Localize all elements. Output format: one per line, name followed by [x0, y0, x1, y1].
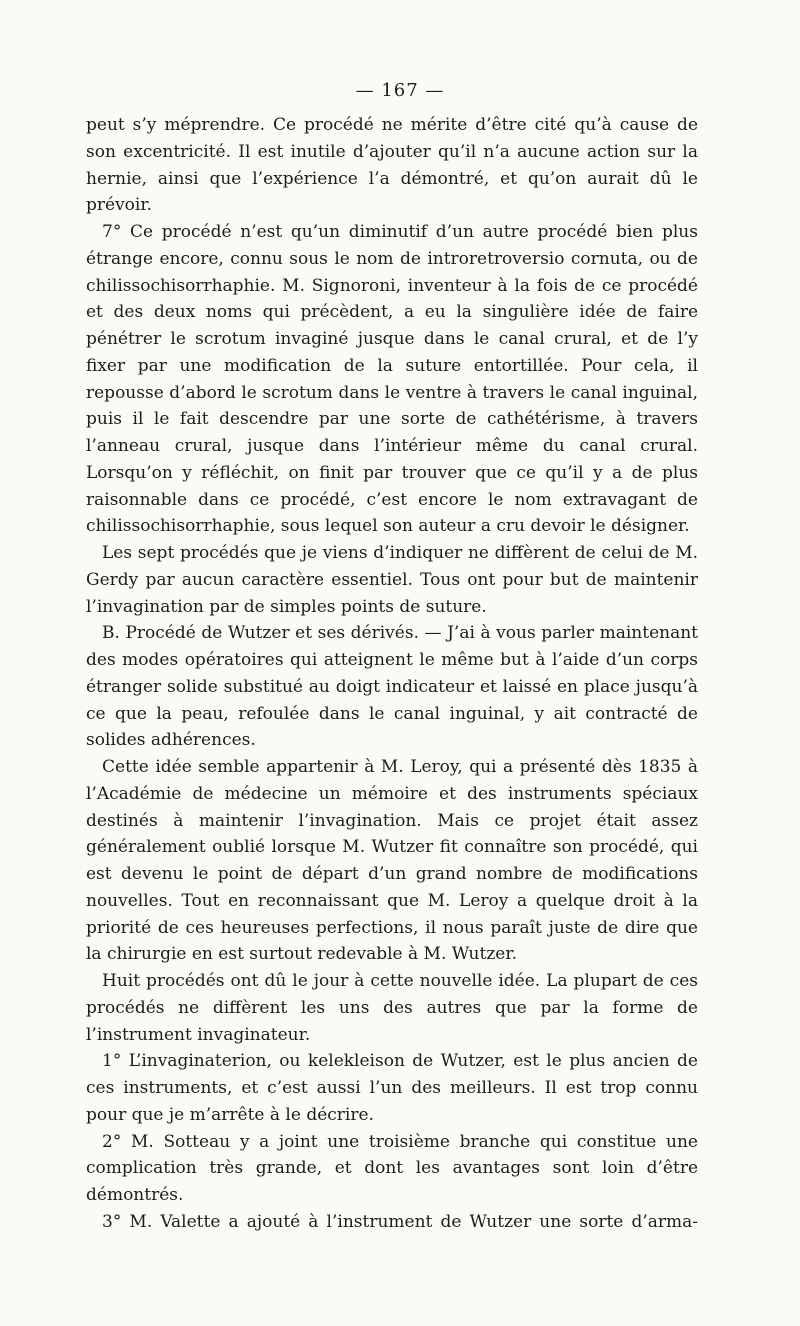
paragraph-continuation: peut s’y méprendre. Ce procédé ne mérite d’être cité qu’à cause de son excentricité. Il est inutile d’ajouter qu’il n’a aucune action sur la hernie, ainsi que l’expérience l’a démontré, et qu’on aurait dû le prévoir. — [86, 115, 698, 216]
paragraph-leroy: Cette idée semble appartenir à M. Leroy, qui a présenté dès 1835 à l’Académie de médecine un mémoire et des instruments spéciaux destinés à maintenir l’invagination. Mais ce projet était assez généralement oublié lorsque M. Wutzer fit connaître son procédé, qui est devenu le point de départ d’un grand nombre de modifications nouvelles. Tout en reconnaissant que M. Leroy a quelque droit à la priorité de ces heureuses perfections, il nous paraît juste de dire que la chirurgie en est surtout redevable à M. Wutzer. — [86, 757, 698, 965]
paragraph-item-1: 1° L’invaginaterion, ou kelekleison de Wutzer, est le plus ancien de ces instruments, et c’est aussi l’un des meilleurs. Il est trop connu pour que je m’arrête à le décrire. — [86, 1051, 698, 1125]
paragraph-item-2: 2° M. Sotteau y a joint une troisième branche qui constitue une complication très grande, et dont les avantages sont loin d’être démontrés. — [86, 1131, 698, 1205]
paragraph-eight-procedures: Huit procédés ont dû le jour à cette nouvelle idée. La plupart de ces procédés ne diffèrent les uns des autres que par la forme de l’instrument invaginateur. — [86, 971, 698, 1045]
paragraph-summary: Les sept procédés que je viens d’indiquer ne diffèrent de celui de M. Gerdy par aucun caractère essentiel. Tous ont pour but de maintenir l’invagination par de simples points de suture. — [86, 543, 698, 617]
paragraph-procedure-7: 7° Ce procédé n’est qu’un diminutif d’un autre procédé bien plus étrange encore, connu sous le nom de introretroversio cornuta, ou de chilissochisorrhaphie. M. Signoroni, inventeur à la fois de ce procédé et des deux noms qui précèdent, a eu la singulière idée de faire pénétrer le scrotum invaginé jusque dans le canal crural, et de l’y fixer par une modification de la suture entortillée. Pour cela, il repousse d’abord le scrotum dans le ventre à travers le canal inguinal, puis il le fait descendre par une sorte de cathétérisme, à travers l’anneau crural, jusque dans l’intérieur même du canal crural. Lorsqu’on y réfléchit, on finit par trouver que ce qu’il y a de plus raisonnable dans ce procédé, c’est encore le nom extravagant de chilissochisorrhaphie, sous lequel son auteur a cru devoir le désigner. — [86, 222, 698, 537]
page-number: — 167 — — [355, 80, 445, 101]
paragraph-section-b: B. Procédé de Wutzer et ses dérivés. — J’ai à vous parler maintenant des modes opératoires qui atteignent le même but à l’aide d’un corps étranger solide substitué au doigt indicateur et laissé en place jusqu’à ce que la peau, refoulée dans le canal inguinal, y ait contracté de solides adhérences. — [86, 623, 698, 751]
paragraph-item-3: 3° M. Valette a ajouté à l’instrument de Wutzer une sorte d’arma- — [102, 1211, 698, 1232]
page-body — [86, 112, 698, 1236]
